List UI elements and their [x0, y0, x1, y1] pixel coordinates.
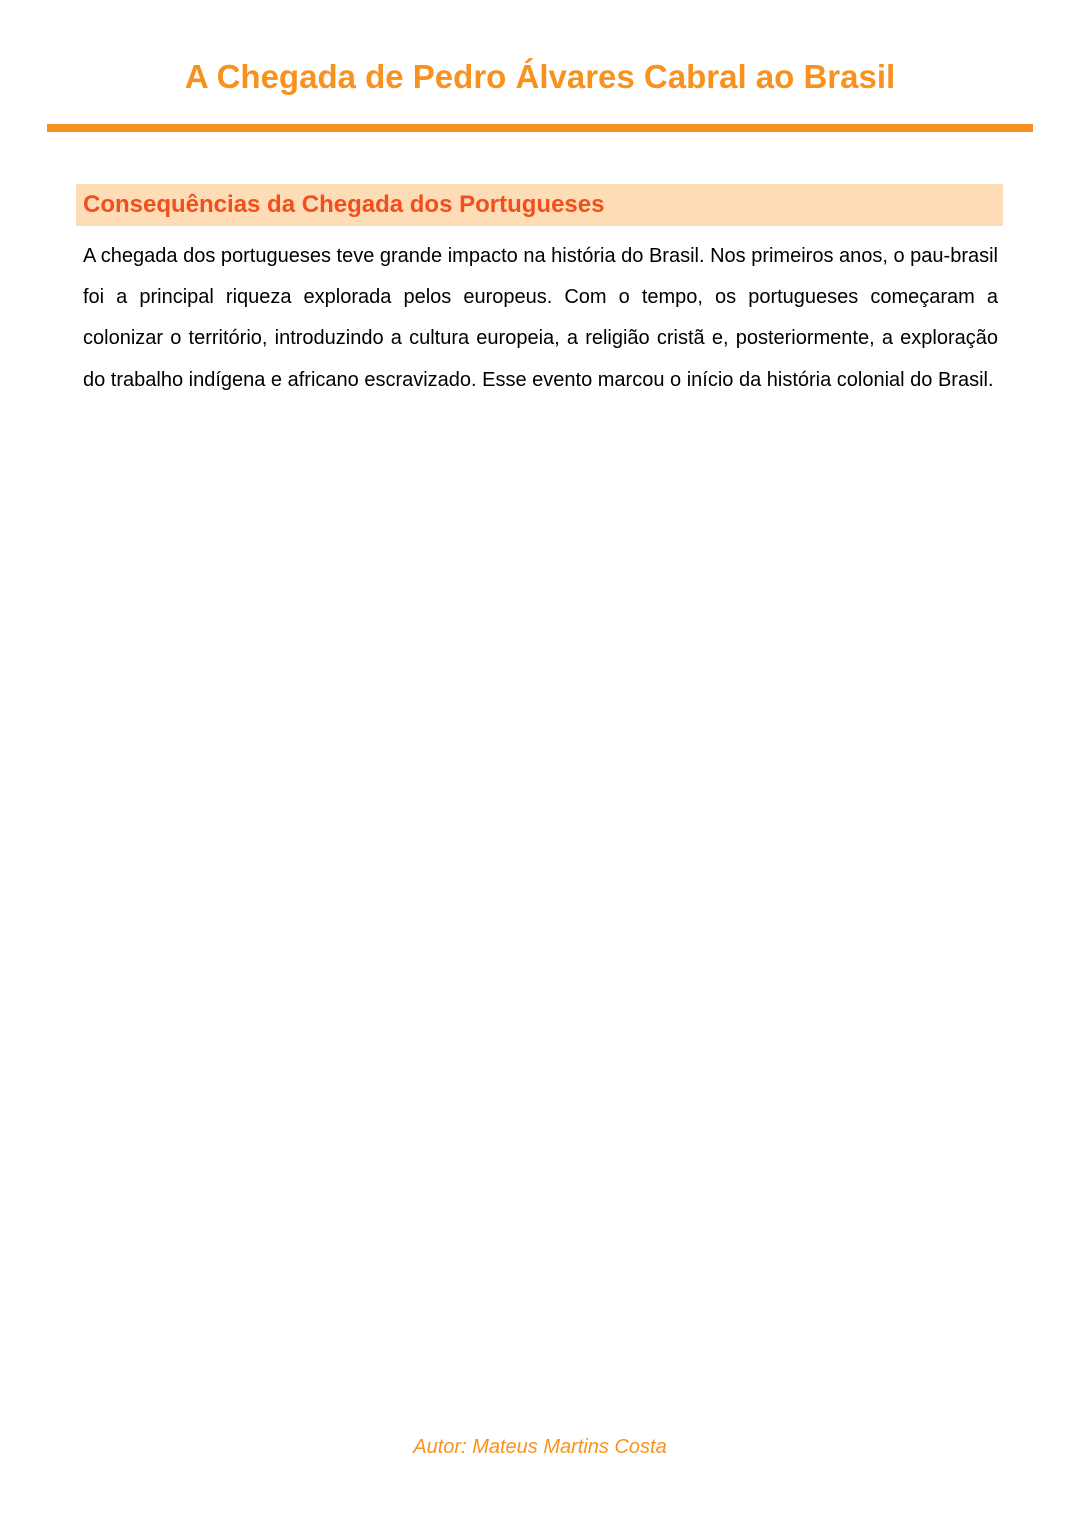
section-paragraph: A chegada dos portugueses teve grande impacto na história do Brasil. Nos primeiros anos, o pau-brasil foi a principal riqueza explorada pelos europeus. Com o tempo, os portugueses começaram a colonizar o território, introduzindo a cultura europeia, a religião cristã e, posteriormente, a exploração do trabalho indígena e africano escravizado. Esse evento marcou o início da história colonial do Brasil. — [83, 245, 998, 391]
section-heading: Consequências da Chegada dos Portugueses — [83, 191, 605, 218]
title-divider — [47, 124, 1033, 132]
section-heading-bar — [76, 184, 1003, 226]
author-footer: Autor: Mateus Martins Costa — [413, 1436, 667, 1458]
document-title: A Chegada de Pedro Álvares Cabral ao Brasil — [184, 58, 896, 95]
